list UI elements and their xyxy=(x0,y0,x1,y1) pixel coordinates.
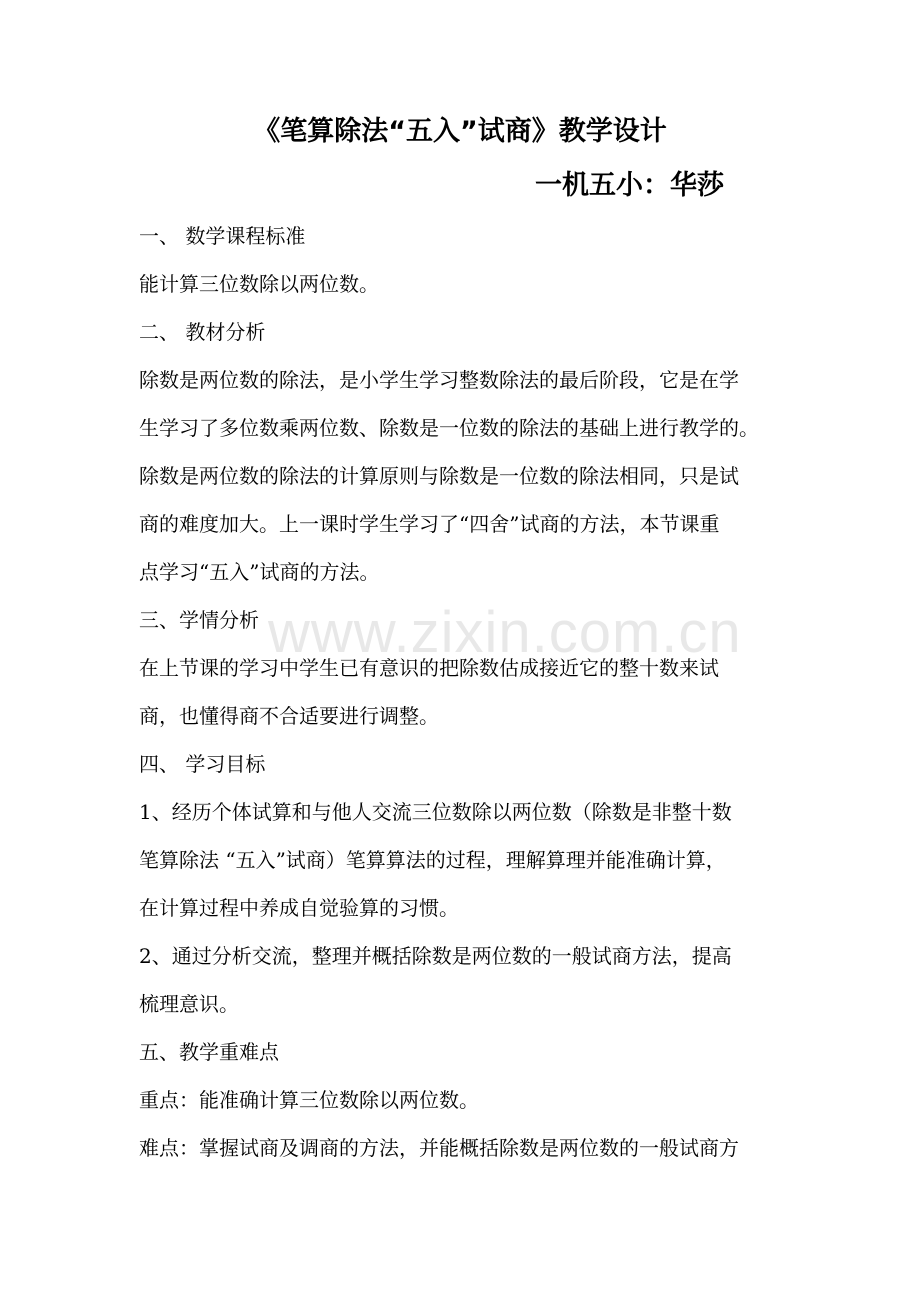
paragraph-line: 梳理意识。 xyxy=(139,992,239,1016)
document-title: 《笔算除法“五入”试商》教学设计 xyxy=(253,116,667,147)
paragraph-line: 笔算除法 “五入”试商）笔算算法的过程，理解算理并能准确计算， xyxy=(139,848,726,872)
paragraph-line: 重点：能准确计算三位数除以两位数。 xyxy=(139,1088,479,1112)
paragraph-line: 除数是两位数的除法的计算原则与除数是一位数的除法相同，只是试 xyxy=(139,464,739,488)
paragraph-line: 在计算过程中养成自觉验算的习惯。 xyxy=(139,896,459,920)
paragraph-line: 商的难度加大。上一课时学生学习了“四舍”试商的方法，本节课重 xyxy=(139,512,720,536)
paragraph-line: 商，也懂得商不合适要进行调整。 xyxy=(139,704,439,728)
paragraph-line: 能计算三位数除以两位数。 xyxy=(139,272,379,296)
section-heading: 一、 数学课程标准 xyxy=(139,224,306,248)
paragraph-line: 难点：掌握试商及调商的方法，并能概括除数是两位数的一般试商方 xyxy=(139,1136,739,1160)
paragraph-line: 2、通过分析交流，整理并概括除数是两位数的一般试商方法，提高 xyxy=(139,944,732,968)
paragraph-line: 点学习“五入”试商的方法。 xyxy=(139,560,380,584)
document-author: 一机五小：华莎 xyxy=(535,170,724,201)
paragraph-line: 除数是两位数的除法，是小学生学习整数除法的最后阶段，它是在学 xyxy=(139,368,739,392)
watermark: www.zixin.com.cn xyxy=(268,600,742,665)
paragraph-line: 1、经历个体试算和与他人交流三位数除以两位数（除数是非整十数 xyxy=(139,800,732,824)
section-heading: 二、 教材分析 xyxy=(139,320,266,344)
paragraph-line: 在上节课的学习中学生已有意识的把除数估成接近它的整十数来试 xyxy=(139,656,719,680)
section-heading: 四、 学习目标 xyxy=(139,752,266,776)
section-heading: 五、教学重难点 xyxy=(139,1040,279,1064)
paragraph-line: 生学习了多位数乘两位数、除数是一位数的除法的基础上进行教学的。 xyxy=(139,416,759,440)
document-body xyxy=(139,212,789,1172)
section-heading: 三、学情分析 xyxy=(139,608,259,632)
